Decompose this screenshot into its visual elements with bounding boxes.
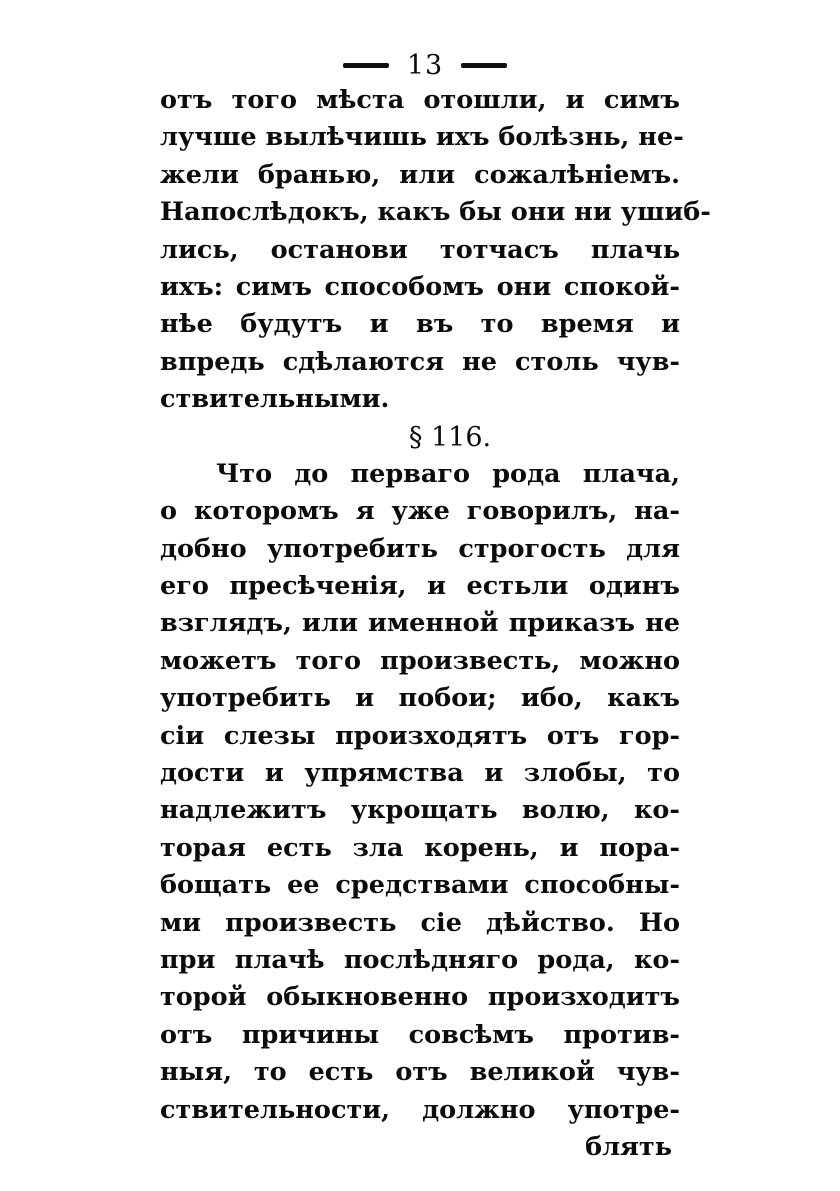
text-line: нѣе будутъ и въ то время и	[160, 309, 680, 340]
text-line: отъ причины совсѣмъ против-	[160, 1019, 680, 1050]
header-rule-right	[461, 63, 507, 68]
page-header	[170, 48, 680, 82]
text-line: ствительными.	[160, 384, 390, 415]
text-line: лучше вылѣчишь ихъ болѣзнь, не-	[160, 122, 684, 153]
text-line: сiи слезы произходятъ отъ гор-	[160, 720, 680, 751]
text-line: ствительности, должно употре-	[160, 1094, 680, 1125]
text-line: Что до перваго рода плача,	[216, 458, 680, 489]
text-line: употребить и побои; ибо, какъ	[160, 683, 680, 714]
header-rule-left	[343, 63, 389, 68]
text-line: торая есть зла корень, и пора-	[160, 832, 680, 863]
paragraph-1	[160, 82, 711, 419]
page-number: 13	[406, 49, 444, 81]
text-line: при плачѣ послѣдняго рода, ко-	[160, 944, 680, 975]
catchword: блять	[585, 1131, 672, 1162]
text-line: его пресѣченiя, и естьли одинъ	[160, 571, 680, 602]
text-line: жели бранью, или сожалѣнiемъ.	[160, 159, 680, 190]
text-line: взглядъ, или именной приказъ не	[160, 608, 680, 639]
text-line: дости и упрямства и злобы, то	[160, 758, 680, 789]
section-heading: § 116.	[408, 421, 492, 453]
text-line: торой обыкновенно произходитъ	[160, 982, 680, 1013]
text-line: бощать ее средствами способны-	[160, 870, 680, 901]
paragraph-2	[160, 456, 680, 1129]
text-line: о которомъ я уже говорилъ, на-	[160, 496, 680, 527]
text-line: отъ того мѣста отошли, и симъ	[160, 85, 680, 115]
text-line: ихъ: симъ способомъ они спокой-	[160, 271, 680, 302]
text-line: лись, останови тотчасъ плачь	[160, 234, 680, 265]
text-line: Напослѣдокъ, какъ бы они ни ушиб-	[160, 197, 711, 228]
text-line: добно употребить строгость для	[160, 533, 680, 564]
text-line: можетъ того произвесть, можно	[160, 645, 680, 676]
text-line: ми произвесть сiе дѣйство. Но	[160, 907, 680, 938]
text-line: впредь сдѣлаются не столь чув-	[160, 346, 680, 377]
text-line: надлежитъ укрощать волю, ко-	[160, 795, 680, 826]
text-line: ныя, то есть отъ великой чув-	[160, 1057, 680, 1088]
book-page	[160, 48, 711, 1166]
